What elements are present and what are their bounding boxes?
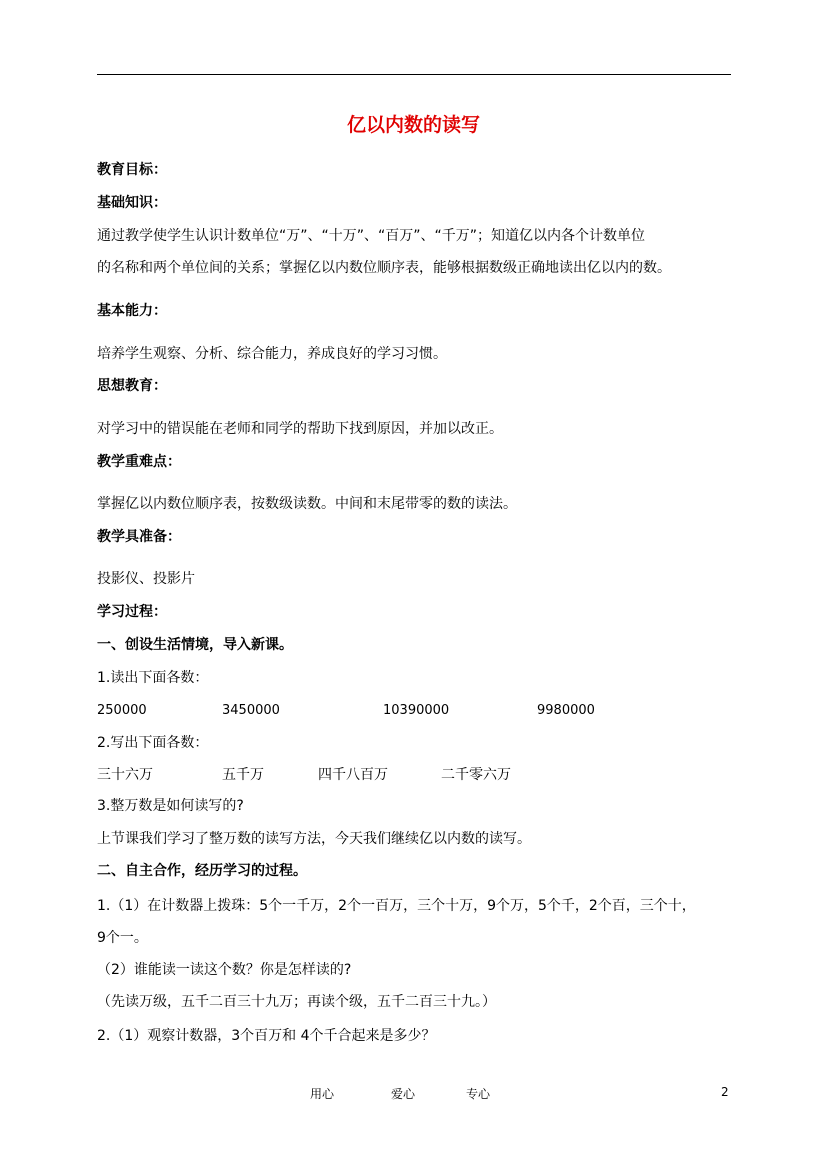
footer-left: 用心	[310, 1087, 335, 1101]
page-number: 2	[721, 1085, 729, 1099]
key-points-heading: 教学重难点：	[97, 454, 181, 470]
number-item: 3450000	[222, 703, 280, 718]
number-item: 250000	[97, 703, 147, 718]
word-number-item: 三十六万	[97, 767, 153, 783]
basic-knowledge-line-1: 通过教学使学生认识计数单位“万”、“十万”、“百万”、“千万”；知道亿以内各个计数单位	[97, 228, 646, 244]
materials-text: 投影仪、投影片	[97, 571, 195, 587]
basic-knowledge-heading: 基础知识：	[97, 195, 167, 211]
section1-item1: 1.读出下面各数：	[97, 670, 209, 686]
footer-right: 专心	[466, 1087, 491, 1101]
section1-item2: 2.写出下面各数：	[97, 735, 209, 751]
section2-item2: 2.（1）观察计数器，3个百万和 4个千合起来是多少？	[97, 1028, 436, 1044]
word-number-item: 五千万	[222, 767, 264, 783]
number-item: 10390000	[383, 703, 450, 718]
page-title: 亿以内数的读写	[346, 114, 480, 136]
word-number-item: 二千零六万	[441, 767, 511, 783]
process-heading: 学习过程：	[97, 604, 167, 620]
moral-education-text: 对学习中的错误能在老师和同学的帮助下找到原因，并加以改正。	[97, 421, 503, 437]
header-rule	[97, 74, 731, 75]
objectives-heading: 教育目标：	[97, 162, 167, 178]
materials-heading: 教学具准备：	[97, 529, 181, 545]
section1-heading: 一、创设生活情境，导入新课。	[97, 637, 293, 653]
section2-heading: 二、自主合作，经历学习的过程。	[97, 863, 307, 879]
section2-item1-line2: 9个一。	[97, 930, 148, 946]
footer-middle: 爱心	[391, 1087, 416, 1101]
section2-item1-answer: （先读万级，五千二百三十九万；再读个级，五千二百三十九。）	[97, 994, 496, 1010]
key-points-text: 掌握亿以内数位顺序表，按数级读数。中间和末尾带零的数的读法。	[97, 496, 517, 512]
number-item: 9980000	[537, 703, 595, 718]
section1-transition: 上节课我们学习了整万数的读写方法，今天我们继续亿以内数的读写。	[97, 831, 531, 847]
basic-ability-text: 培养学生观察、分析、综合能力，养成良好的学习习惯。	[97, 346, 447, 362]
section1-item3: 3.整万数是如何读写的?	[97, 798, 244, 814]
moral-education-heading: 思想教育：	[97, 378, 167, 394]
section2-item1-question: （2）谁能读一读这个数？你是怎样读的?	[97, 962, 352, 978]
basic-knowledge-line-2: 的名称和两个单位间的关系；掌握亿以内数位顺序表，能够根据数级正确地读出亿以内的数。	[97, 260, 671, 276]
basic-ability-heading: 基本能力：	[97, 303, 167, 319]
section2-item1-line1: 1.（1）在计数器上拨珠：5个一千万，2个一百万，三个十万，9个万，5个千，2个百，三个十，	[97, 898, 696, 914]
word-number-item: 四千八百万	[318, 767, 388, 783]
